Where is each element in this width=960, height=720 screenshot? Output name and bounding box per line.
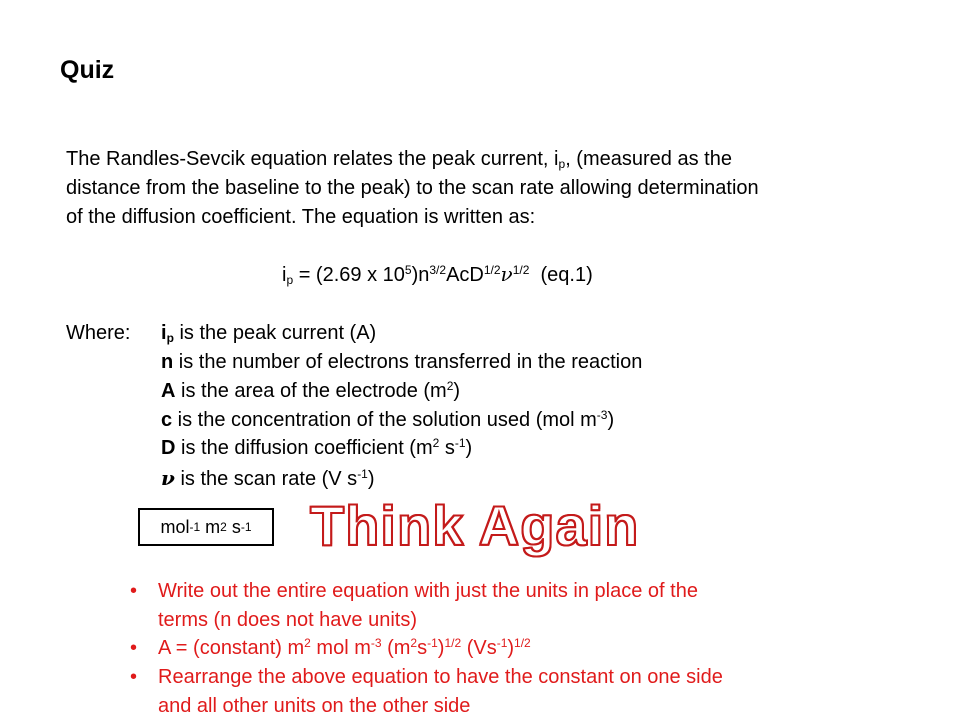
def-sup: -3: [596, 408, 608, 422]
answer-text: m: [200, 516, 221, 537]
randles-sevcik-equation: [282, 262, 593, 287]
eq-lhs: i: [282, 264, 287, 286]
intro-sub-p: p: [558, 157, 566, 171]
eq-exp4: 1/2: [512, 263, 530, 277]
h2-e: ): [437, 637, 445, 659]
hint-text: Rearrange the above equation to have the constant on one side: [158, 666, 723, 688]
def-tail: ): [367, 468, 375, 490]
bullet-icon: •: [130, 637, 138, 659]
def-symbol: i: [161, 322, 167, 344]
eq-exp1: 5: [404, 263, 412, 277]
hint-item-1-cont: terms (n does not have units): [158, 609, 418, 631]
intro-line-3: of the diffusion coefficient. The equation is written as:: [66, 206, 536, 228]
h2-s7: 1/2: [514, 636, 531, 650]
eq-lhs-sub: p: [286, 273, 294, 287]
eq-part1: = (2.69 x 10: [293, 264, 405, 286]
definition-ip: [161, 322, 376, 345]
intro-line-1: [66, 148, 732, 171]
def-symbol: c: [161, 409, 173, 431]
h2-g: ): [507, 637, 515, 659]
eq-exp3: 1/2: [483, 263, 501, 277]
eq-part2: )n: [411, 264, 430, 286]
def-text: is the peak current (A): [173, 322, 377, 344]
def-sup: -1: [357, 467, 368, 481]
where-label: Where:: [66, 322, 131, 344]
h2-d: s: [417, 637, 428, 659]
h2-s5: 1/2: [444, 636, 462, 650]
def-sup: 2: [432, 436, 440, 450]
def-symbol: ν: [161, 466, 175, 490]
page-title: Quiz: [60, 56, 115, 84]
def-text: is the scan rate (V s: [174, 468, 358, 490]
def-symbol: A: [161, 380, 176, 402]
def-tail: ): [465, 437, 473, 459]
intro-text-1b: , (measured as the: [565, 148, 732, 170]
definition-a: [161, 380, 460, 403]
hint-item-3-cont: and all other units on the other side: [158, 695, 471, 717]
answer-text: s: [226, 516, 241, 537]
hint-text: Write out the entire equation with just the units in place of the: [158, 580, 698, 602]
def-text: is the number of electrons transferred in the reaction: [173, 351, 643, 373]
definition-c: [161, 409, 614, 432]
answer-text: mol: [160, 516, 190, 537]
h2-s3: 2: [410, 636, 418, 650]
def-tail: ): [607, 409, 615, 431]
selected-answer-box[interactable]: mol -1 m 2 s -1: [138, 508, 274, 546]
eq-exp2: 3/2: [429, 263, 447, 277]
def-symbol: n: [161, 351, 174, 373]
def-text: is the area of the electrode (m: [175, 380, 447, 402]
h2-c: (m: [381, 637, 411, 659]
h2-f: (Vs: [461, 637, 497, 659]
def-text: is the concentration of the solution used (mol m: [172, 409, 597, 431]
h2-s1: 2: [304, 636, 311, 650]
eq-label: (eq.1): [529, 264, 593, 286]
bullet-icon: •: [130, 580, 138, 602]
eq-part3: AcD: [446, 264, 484, 286]
definition-n: [161, 351, 642, 374]
h2-s4: -1: [427, 636, 438, 650]
h2-b: mol m: [310, 637, 371, 659]
h2-s2: -3: [370, 636, 382, 650]
def-symbol-sub: p: [166, 331, 174, 345]
def-tail: ): [453, 380, 461, 402]
bullet-icon: •: [130, 666, 138, 688]
intro-text-1a: The Randles-Sevcik equation relates the peak current, i: [66, 148, 559, 170]
def-symbol: D: [161, 437, 176, 459]
hint-text: [158, 637, 531, 660]
definition-d: [161, 437, 472, 460]
feedback-think-again: Think Again: [310, 494, 640, 557]
h2-s6: -1: [496, 636, 508, 650]
def-sup: 2: [446, 379, 454, 393]
intro-line-2: distance from the baseline to the peak) to the scan rate allowing determination: [66, 177, 759, 199]
h2-a: A = (constant) m: [158, 637, 305, 659]
eq-nu: ν: [500, 262, 513, 286]
def-text: is the diffusion coefficient (m: [175, 437, 433, 459]
def-sup2: -1: [454, 436, 466, 450]
def-mid: s: [439, 437, 455, 459]
definition-nu: [161, 466, 375, 491]
